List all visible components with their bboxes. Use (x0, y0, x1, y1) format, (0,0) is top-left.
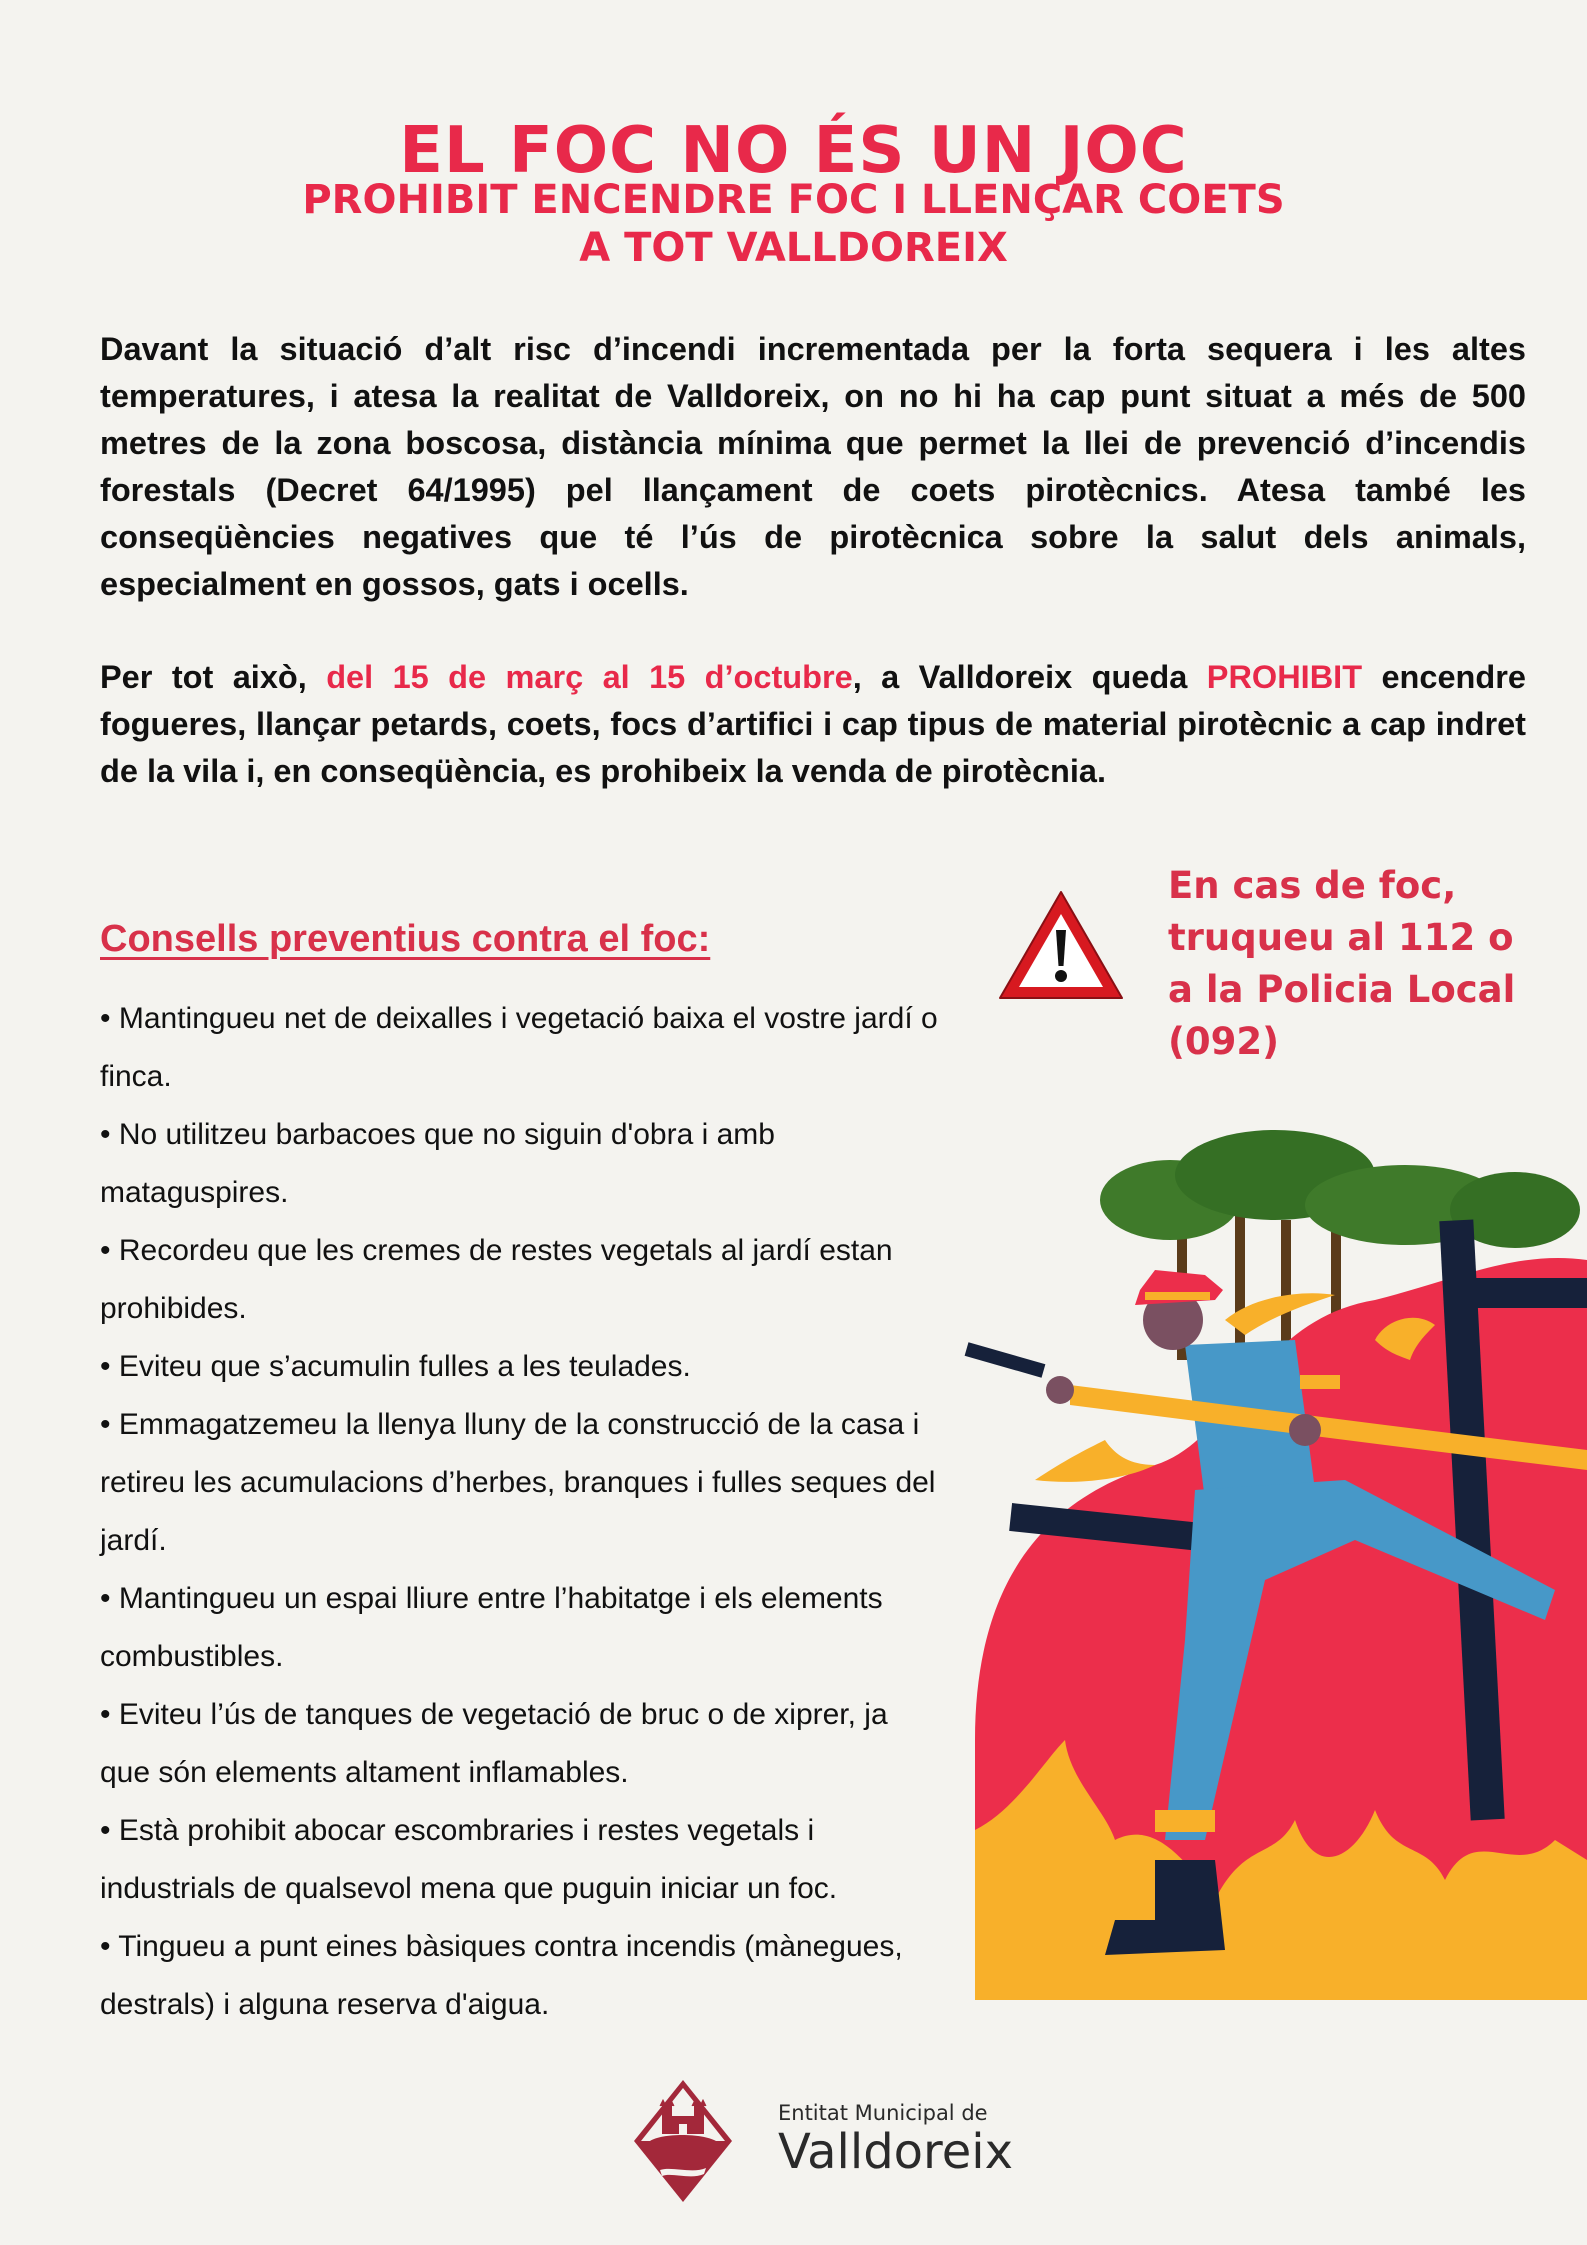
warning-triangle-icon (996, 888, 1126, 1004)
prohibition-paragraph (100, 654, 1526, 795)
advice-item: • No utilitzeu barbacoes que no siguin d'obra i amb mataguspires. (100, 1118, 775, 1209)
advice-heading: Consells preventius contra el foc: (100, 918, 711, 960)
prohibited-keyword: PROHIBIT (1206, 659, 1363, 695)
advice-item: • Mantingueu un espai lliure entre l’habitatge i els elements combustibles. (100, 1582, 883, 1673)
advice-item: • Està prohibit abocar escombraries i restes vegetals i industrials de qualsevol mena que puguin iniciar un foc. (100, 1814, 838, 1905)
advice-item: • Recordeu que les cremes de restes vegetals al jardí estan prohibides. (100, 1234, 893, 1325)
emergency-contact: En cas de foc, truqueu al 112 o a la Policia Local (092) (1168, 864, 1516, 1063)
advice-item: • Eviteu que s’acumulin fulles a les teulades. (100, 1350, 691, 1383)
subtitle-line-1: PROHIBIT ENCENDRE FOC I LLENÇAR COETS (302, 177, 1285, 223)
prohibition-rest: encendre fogueres, llançar petards, coets, focs d’artifici i cap tipus de material pirotècnic a cap indret de la vila i, en conseqüència, es prohibeix la venda de pirotècnia. (100, 659, 1526, 789)
page-subtitle (0, 176, 1587, 272)
valldoreix-coat-of-arms-icon (632, 2078, 734, 2204)
prohibition-middle: , a Valldoreix queda (852, 659, 1207, 695)
advice-item: • Eviteu l’ús de tanques de vegetació de bruc o de xiprer, ja que són elements altament inflamables. (100, 1698, 888, 1789)
advice-item: • Tingueu a punt eines bàsiques contra incendis (mànegues, destrals) i alguna reserva d'aigua. (100, 1930, 903, 2021)
subtitle-line-2: A TOT VALLDOREIX (579, 225, 1008, 271)
advice-list (100, 990, 940, 2034)
municipality-label: Entitat Municipal de (778, 2101, 988, 2125)
advice-item: • Mantingueu net de deixalles i vegetació baixa el vostre jardí o finca. (100, 1002, 938, 1093)
advice-item: • Emmagatzemeu la llenya lluny de la construcció de la casa i retireu les acumulacions d’herbes, branques i fulles seques del jardí. (100, 1408, 936, 1557)
prohibition-lead: Per tot això, (100, 659, 327, 695)
municipality-name (778, 2100, 1013, 2178)
municipality-title: Valldoreix (778, 2124, 1013, 2180)
intro-paragraph: Davant la situació d’alt risc d’incendi incrementada per la forta sequera i les altes temperatures, i atesa la realitat de Valldoreix, on no hi ha cap punt situat a més de 500 metres de la zona boscosa, distància mínima que permet la llei de prevenció d’incendis forestals (Decret 64/1995) pel llançament de coets pirotècnics. Atesa també les conseqüències negatives que té l’ús de pirotècnica sobre la salut dels animals, especialment en gossos, gats i ocells. (100, 331, 1526, 602)
page-title: EL FOC NO ÉS UN JOC (399, 113, 1188, 188)
prohibition-dates: del 15 de març al 15 d’octubre (326, 659, 853, 695)
firefighter-illustration (955, 1120, 1587, 2000)
